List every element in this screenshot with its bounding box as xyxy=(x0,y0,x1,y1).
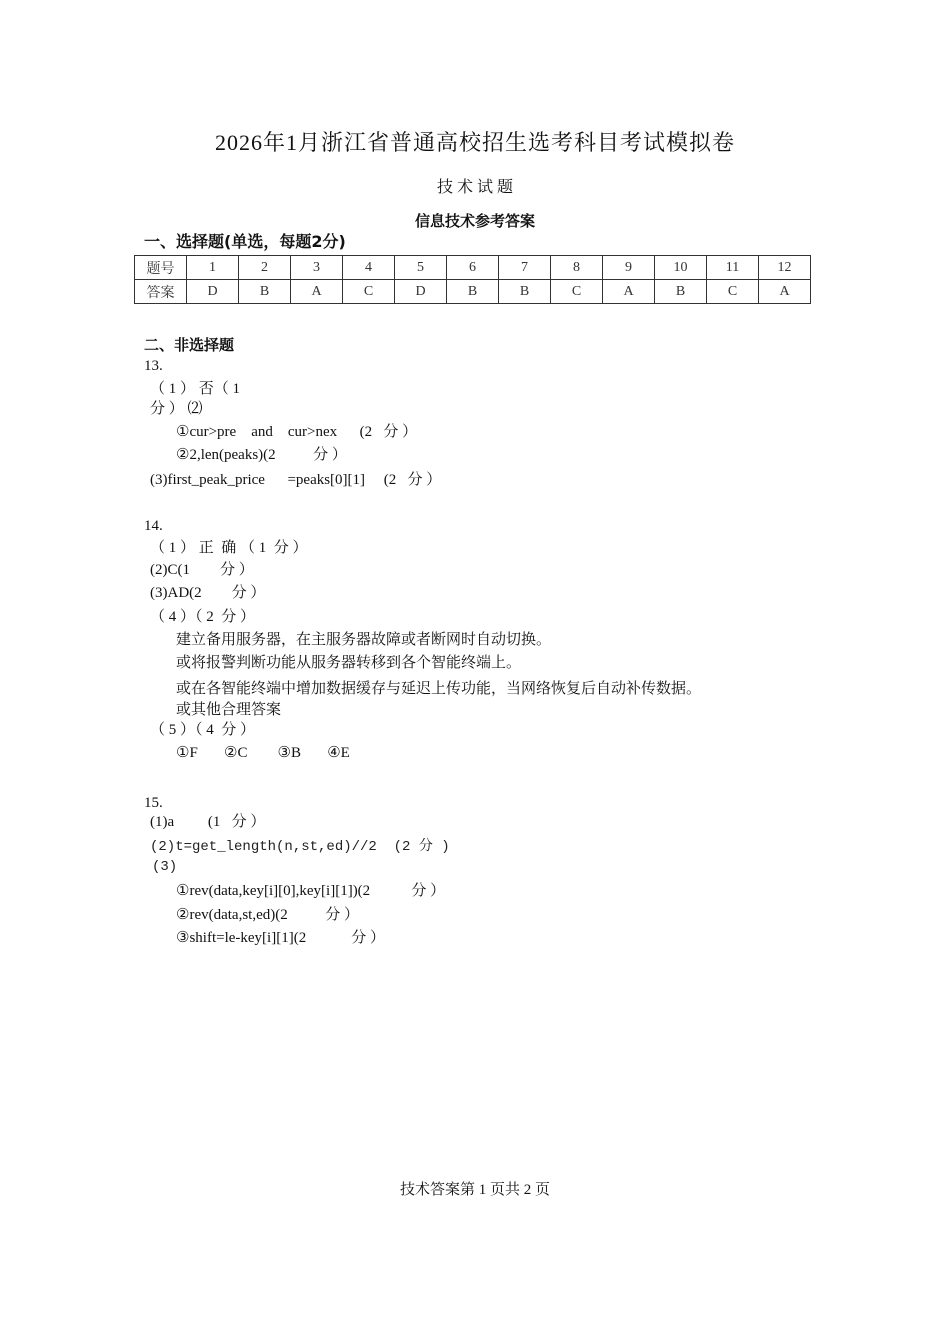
question-number: 9 xyxy=(603,256,655,280)
answer-cell: B xyxy=(447,280,499,304)
q15-answer-line: ①rev(data,key[i][0],key[i][1])(2 分 ） xyxy=(176,883,446,899)
q14-answer-line: ①F ②C ③B ④E xyxy=(176,745,350,761)
q15-answer-line: (2)t=get_length(n,st,ed)//2 (2 分 ) xyxy=(150,839,450,855)
answer-cell: C xyxy=(707,280,759,304)
row-label: 题号 xyxy=(135,256,187,280)
q15-answer-line: (1)a (1 分 ） xyxy=(150,814,266,830)
q13-answer-line: ①cur>pre and cur>nex (2 分 ） xyxy=(176,424,418,440)
question-number: 4 xyxy=(343,256,395,280)
q14-answer-line: 或在各智能终端中增加数据缓存与延迟上传功能，当网络恢复后自动补传数据。 xyxy=(176,681,702,697)
document-title: 2026年1月浙江省普通高校招生选考科目考试模拟卷 xyxy=(214,130,735,155)
q14-answer-line: 建立备用服务器，在主服务器故障或者断网时自动切换。 xyxy=(176,632,552,648)
q15-answer-line: 15. xyxy=(144,795,163,811)
page-footer: 技术答案第 1 页共 2 页 xyxy=(399,1182,550,1198)
question-number: 5 xyxy=(395,256,447,280)
q13-answer-line: 13. xyxy=(144,358,163,374)
q15-answer-line: (3) xyxy=(152,859,178,875)
q14-answer-line: 14. xyxy=(144,518,163,534)
section-title: 信息技术参考答案 xyxy=(414,212,535,230)
question-number: 2 xyxy=(239,256,291,280)
answer-cell: C xyxy=(343,280,395,304)
answer-cell: A xyxy=(759,280,811,304)
question-number: 3 xyxy=(291,256,343,280)
answer-cell: A xyxy=(603,280,655,304)
q14-answer-line: （ 4 ）（ 2 分 ） xyxy=(150,609,256,625)
question-number: 10 xyxy=(655,256,707,280)
q14-answer-line: 或其他合理答案 xyxy=(176,702,282,718)
answer-cell: A xyxy=(291,280,343,304)
answer-cell: B xyxy=(499,280,551,304)
q14-answer-line: （ 5 ）（ 4 分 ） xyxy=(150,722,256,738)
q14-answer-line: （ 1 ） 正 确 （ 1 分 ） xyxy=(150,540,308,556)
answer-cell: D xyxy=(187,280,239,304)
question-number: 6 xyxy=(447,256,499,280)
question-number: 8 xyxy=(551,256,603,280)
question-number: 12 xyxy=(759,256,811,280)
q15-answer-line: ③shift=le-key[i][1](2 分 ） xyxy=(176,930,385,946)
q13-answer-line: ②2,len(peaks)(2 分 ） xyxy=(176,447,347,463)
q14-answer-line: (3)AD(2 分 ） xyxy=(150,585,266,601)
question-number: 1 xyxy=(187,256,239,280)
document-subtitle: 技 术 试 题 xyxy=(436,179,513,196)
q14-answer-line: (2)C(1 分 ） xyxy=(150,562,254,578)
question-number: 7 xyxy=(499,256,551,280)
part1-heading: 一、选择题(单选，每题2分) xyxy=(144,232,346,251)
q13-answer-line: （ 1 ） 否（ 1 xyxy=(150,381,241,397)
part2-heading: 二、非选择题 xyxy=(144,336,235,354)
table-row xyxy=(135,280,811,304)
question-number: 11 xyxy=(707,256,759,280)
answer-table xyxy=(134,255,811,304)
answer-cell: B xyxy=(655,280,707,304)
answer-cell: B xyxy=(239,280,291,304)
q15-answer-line: ②rev(data,st,ed)(2 分 ） xyxy=(176,907,359,923)
q13-answer-line: (3)first_peak_price =peaks[0][1] (2 分 ） xyxy=(150,472,442,488)
table-row xyxy=(135,256,811,280)
row-label: 答案 xyxy=(135,280,187,304)
answer-cell: D xyxy=(395,280,447,304)
q13-answer-line: 分 ） ⑵ xyxy=(150,401,203,417)
q14-answer-line: 或将报警判断功能从服务器转移到各个智能终端上。 xyxy=(176,655,522,671)
answer-cell: C xyxy=(551,280,603,304)
